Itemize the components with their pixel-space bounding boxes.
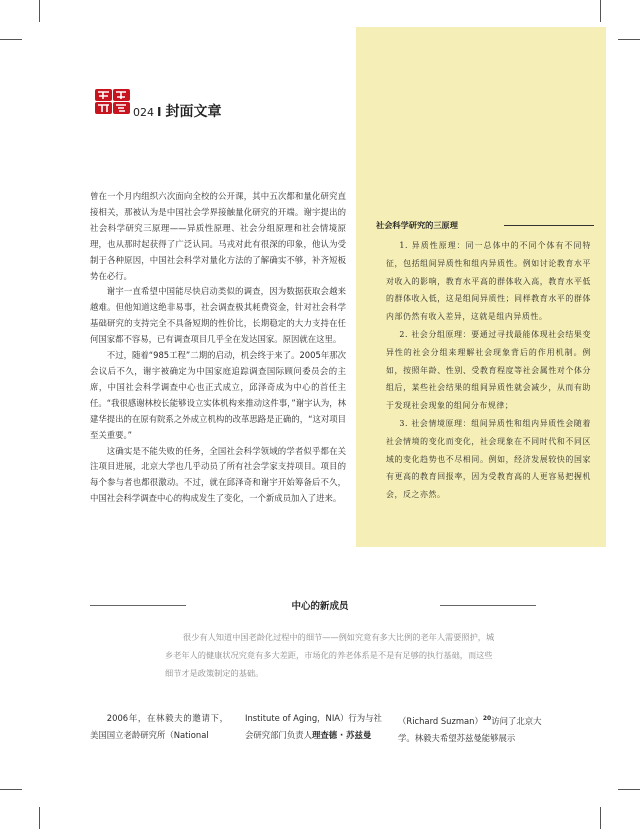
section-label: 封面文章	[165, 104, 222, 120]
bottom-column-3	[398, 710, 548, 747]
person-name: 理查德 · 苏兹曼	[312, 730, 372, 740]
sidebar-heading: 社会科学研究的三原理	[376, 220, 458, 230]
crop-mark	[39, 807, 40, 829]
main-text-column	[90, 189, 346, 507]
bottom-text-2: Institute of Aging，NIA）行为与社会研究部门负责人	[245, 713, 382, 740]
main-paragraph: 谢宇一直希望中国能尽快启动类似的调查，因为数据获取会越来越难。但他知道这绝非易事，社会调查极其耗费资金，针对社会科学基础研究的支持完全不具备短期的性价比，长期稳定的大力支持在任何国家都不容易，已有调查项目几乎全在发达国家。原因就在这里。	[90, 286, 346, 345]
crop-mark	[618, 789, 640, 790]
section-header	[0, 598, 640, 612]
sidebar-box	[356, 27, 606, 547]
page-header	[133, 101, 221, 121]
page-number: 024	[133, 106, 154, 119]
header-separator: I	[157, 105, 162, 119]
crop-mark	[39, 0, 40, 22]
bottom-column-2	[245, 710, 385, 744]
bottom-text-3b: 访问了北京大学。林毅夫希望苏兹曼能够展示	[398, 715, 542, 743]
sidebar-paragraph: 3. 社会情境原理：组间异质性和组内异质性会随着社会情境的变化而变化，社会现象在不同时代和不同区域的变化趋势也不尽相同。例如，经济发展较快的国家有更高的教育回报率，因为受教育高的人更容易把握机会，反之亦然。	[386, 418, 591, 500]
footnote-ref: 20	[482, 715, 492, 722]
main-paragraph: 这确实是不能失败的任务，全国社会科学领域的学者似乎都在关注项目进展，北京大学也几乎动员了所有社会学家支持项目。项目的每个参与者也都很激动。不过，就在邱泽奇和谢宇开始筹备后不久，中国社会科学调查中心的构成发生了变化，一个新成员加入了进来。	[90, 445, 346, 504]
crop-mark	[600, 0, 601, 22]
bottom-text-1: 2006年，在林毅夫的邀请下，美国国立老龄研究所（National	[90, 713, 228, 740]
sidebar-body	[386, 237, 591, 504]
intro-paragraph: 很少有人知道中国老龄化过程中的细节——例如究竟有多大比例的老年人需要照护，城乡老年人的健康状况究竟有多大差距，市场化的养老体系是不是有足够的执行基础，而这些细节才是政策制定的基础。	[165, 632, 495, 678]
magazine-logo	[94, 88, 132, 116]
main-paragraph: 曾在一个月内组织六次面向全校的公开课，其中五次都和量化研究直接相关，那被认为是中国社会学界接触量化研究的开端。谢宇提出的社会科学研究三原理——异质性原理、社会分组原理和社会情境原理，也从那时起获得了广泛认同。马戎对此有很深的印象，他认为受制于各种原因，中国社会科学对量化方法的了解确实不够，补齐短板势在必行。	[90, 191, 346, 281]
sidebar-heading-rule	[504, 225, 594, 226]
sidebar-paragraph: 2. 社会分组原理：要通过寻找最能体现社会结果变异性的社会分组来理解社会现象背后的作用机制。例如，按照年龄、性别、受教育程度等社会属性对个体分组后，某些社会结果的组间异质性就会减少，从而有助于发现社会现象的组间分布规律；	[386, 329, 591, 411]
bottom-column-1	[90, 710, 228, 744]
sidebar-paragraph: 1. 异质性原理：同一总体中的不同个体有不同特征，包括组间异质性和组内异质性。例如讨论教育水平对收入的影响，教育水平高的群体收入高，教育水平低的群体收入低，这是组间异质性；同样教育水平的群体内部仍然有收入差异，这就是组内异质性。	[386, 241, 591, 322]
section-divider-right	[440, 605, 536, 606]
section-intro	[165, 628, 495, 682]
section-title: 中心的新成员	[291, 601, 349, 612]
crop-mark	[0, 39, 22, 40]
crop-mark	[600, 807, 601, 829]
crop-mark	[0, 789, 22, 790]
bottom-text-3a: （Richard Suzman）	[398, 715, 483, 726]
crop-mark	[618, 39, 640, 40]
main-paragraph: 不过，随着“985工程”二期的启动，机会终于来了。2005年那次会议后不久，谢宇被确定为中国家庭追踪调查国际顾问委员会的主席，中国社会科学调查中心也正式成立，邱泽奇成为中心的首任主任。“我很感谢林校长能够设立实体机构来推动这件事，”谢宇认为，林建华提出的在原有院系之外成立机构的改革思路是正确的，“这对项目至关重要。”	[90, 350, 346, 440]
